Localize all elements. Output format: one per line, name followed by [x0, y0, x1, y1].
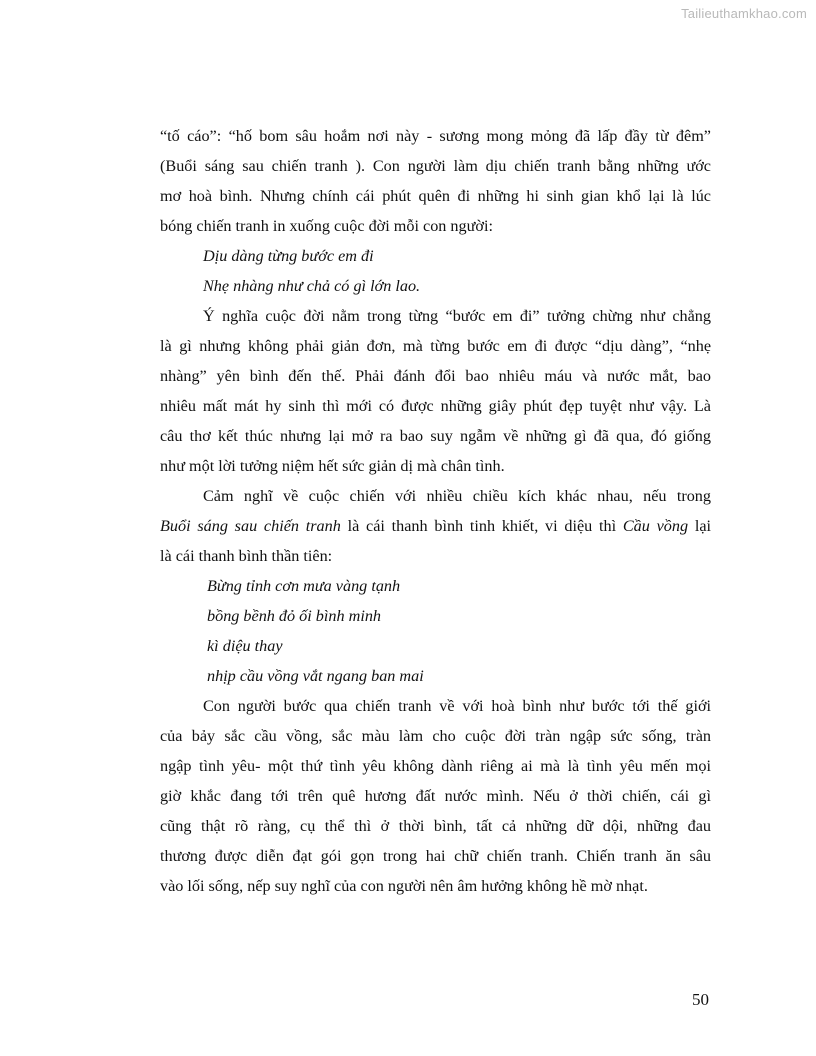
watermark-text: Tailieuthamkhao.com	[681, 6, 807, 21]
page-number: 50	[692, 990, 709, 1009]
text-line: thương được diễn đạt gói gọn trong hai chữ chiến tranh. Chiến tranh ăn sâu	[160, 847, 711, 865]
document-body	[160, 121, 711, 901]
italic-title: Cầu vồng	[622, 517, 689, 535]
verse-line: kì diệu thay	[207, 637, 283, 655]
text-line: vào lối sống, nếp suy nghĩ của con người nên âm hưởng không hề mờ nhạt.	[160, 877, 648, 895]
paragraph-first-line: Con người bước qua chiến tranh về với hoà bình như bước tới thế giới	[203, 697, 711, 715]
text-span: lại	[688, 517, 712, 535]
paragraph-first-line: Cảm nghĩ về cuộc chiến với nhiều chiều kích khác nhau, nếu trong	[203, 487, 711, 505]
verse-line: Bừng tỉnh cơn mưa vàng tạnh	[207, 577, 401, 595]
text-line: bóng chiến tranh in xuống cuộc đời mỗi con người:	[160, 217, 493, 235]
verse-line: bồng bềnh đỏ ối bình minh	[207, 607, 382, 625]
text-line: là cái thanh bình thần tiên:	[160, 547, 333, 565]
text-line: ngập tình yêu- một thứ tình yêu không dành riêng ai mà là tình yêu mến mọi	[160, 757, 711, 775]
text-line-mixed	[160, 511, 711, 541]
verse-line: nhịp cầu vồng vắt ngang ban mai	[207, 667, 424, 685]
text-line: (Buổi sáng sau chiến tranh ). Con người làm dịu chiến tranh bằng những ước	[160, 157, 711, 175]
text-span: là cái thanh bình tinh khiết, vi diệu thì	[340, 517, 623, 535]
text-line: của bảy sắc cầu vồng, sắc màu làm cho cuộc đời tràn ngập sức sống, tràn	[160, 727, 711, 745]
verse-line: Nhẹ nhàng như chả có gì lớn lao.	[203, 277, 421, 295]
text-line: cũng thật rõ ràng, cụ thể thì ở thời bình, tất cả những dữ dội, những đau	[160, 817, 711, 835]
text-line: là gì nhưng không phải giản đơn, mà từng bước em đi được “dịu dàng”, “nhẹ	[160, 337, 711, 355]
verse-line: Dịu dàng từng bước em đi	[203, 247, 374, 265]
text-line: giờ khắc đang tới trên quê hương đất nước mình. Nếu ở thời chiến, cái gì	[160, 787, 711, 805]
paragraph-first-line: Ý nghĩa cuộc đời nằm trong từng “bước em đi” tưởng chừng như chẳng	[203, 307, 711, 325]
text-line: câu thơ kết thúc nhưng lại mở ra bao suy ngẫm về những gì đã qua, đó giống	[160, 427, 711, 445]
text-line: nhiêu mất mát hy sinh thì mới có được những giây phút đẹp tuyệt như vậy. Là	[160, 397, 711, 415]
text-line: mơ hoà bình. Nhưng chính cái phút quên đi những hi sinh gian khổ lại là lúc	[160, 187, 711, 205]
text-line: như một lời tưởng niệm hết sức giản dị mà chân tình.	[160, 457, 505, 475]
text-line: nhàng” yên bình đến thế. Phải đánh đổi bao nhiêu máu và nước mắt, bao	[160, 367, 711, 385]
text-line: “tố cáo”: “hố bom sâu hoắm nơi này - sương mong mỏng đã lấp đầy từ đêm”	[160, 127, 711, 145]
italic-title: Buổi sáng sau chiến tranh	[160, 517, 341, 535]
